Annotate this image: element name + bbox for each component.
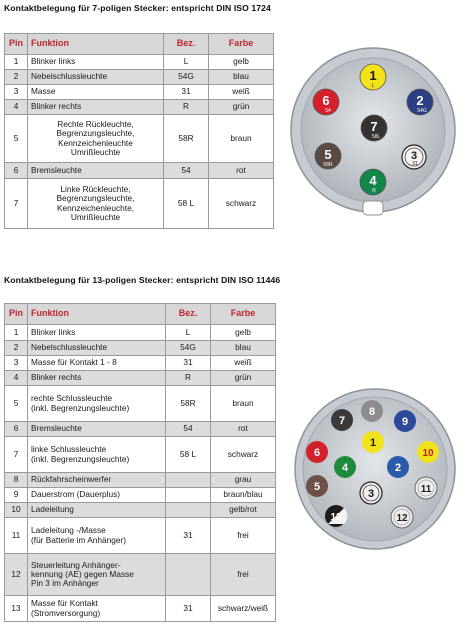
bez-cell: 54G [164, 70, 209, 85]
plug-13-pin-diagram [292, 386, 458, 552]
pin-cell: 9 [5, 488, 28, 503]
bez-cell: 58 L [164, 179, 209, 229]
svg-text:5: 5 [324, 147, 332, 162]
pin-cell: 1 [5, 325, 28, 341]
svg-text:3: 3 [367, 488, 375, 500]
table-row [5, 356, 276, 371]
table-row [5, 115, 274, 163]
color-cell: blau [209, 70, 274, 85]
color-cell: braun/blau [211, 488, 276, 503]
color-cell: frei [211, 518, 276, 554]
color-cell: gelb [209, 55, 274, 70]
pin-cell: 6 [5, 163, 28, 179]
bez-cell: 54 [166, 422, 211, 437]
table-header-row [5, 304, 276, 325]
pin-7 [361, 115, 387, 141]
color-cell: schwarz/weiß [211, 596, 276, 622]
function-cell: Masse [28, 85, 164, 100]
col-header-farbe: Farbe [209, 34, 274, 55]
function-cell: Bremsleuchte [28, 422, 166, 437]
svg-text:7: 7 [338, 415, 346, 427]
pin-11 [415, 477, 437, 499]
bez-cell [166, 473, 211, 488]
svg-text:54: 54 [325, 108, 331, 114]
svg-text:7: 7 [370, 119, 378, 134]
svg-text:4: 4 [341, 462, 349, 474]
pin-cell: 7 [5, 437, 28, 473]
pin-9 [394, 410, 416, 432]
bez-cell: L [164, 55, 209, 70]
svg-text:L: L [371, 83, 375, 89]
color-cell: gelb [211, 325, 276, 341]
function-cell: Blinker links [28, 55, 164, 70]
bez-cell: 31 [166, 518, 211, 554]
col-header-farbe: Farbe [211, 304, 276, 325]
pin-2 [387, 456, 409, 478]
function-cell: Blinker links [28, 325, 166, 341]
function-cell: Rückfahrscheinwerfer [28, 473, 166, 488]
bez-cell: 58R [166, 386, 211, 422]
pin-13 [325, 505, 347, 527]
table-row [5, 55, 274, 70]
pin-1 [362, 431, 384, 453]
pin-1 [360, 64, 386, 90]
function-cell: Steuerleitung Anhänger- kennung (AE) gegen Masse Pin 3 im Anhänger [28, 554, 166, 596]
svg-text:12: 12 [396, 513, 408, 524]
color-cell: weiß [211, 356, 276, 371]
table-row [5, 341, 276, 356]
function-cell: Blinker rechts [28, 371, 166, 386]
pin-cell: 6 [5, 422, 28, 437]
pin-6 [313, 89, 339, 115]
function-cell: Linke Rückleuchte, Begrenzungsleuchte, Kennzeichenleuchte, Umrißleuchte [28, 179, 164, 229]
bez-cell: 58 L [166, 437, 211, 473]
pin-cell: 5 [5, 115, 28, 163]
pin-6 [306, 441, 328, 463]
table-row [5, 596, 276, 622]
pin-cell: 2 [5, 70, 28, 85]
color-cell: blau [211, 341, 276, 356]
table-row [5, 473, 276, 488]
svg-text:6: 6 [322, 93, 330, 108]
color-cell: rot [209, 163, 274, 179]
svg-text:R: R [372, 188, 376, 194]
pin-cell: 8 [5, 473, 28, 488]
col-header-funktion: Funktion [28, 304, 166, 325]
bez-cell: 54G [166, 341, 211, 356]
svg-text:4: 4 [369, 173, 377, 188]
function-cell: Masse für Kontakt 1 - 8 [28, 356, 166, 371]
color-cell: weiß [209, 85, 274, 100]
pin-cell: 3 [5, 85, 28, 100]
col-header-bez: Bez. [164, 34, 209, 55]
color-cell: gelb/rot [211, 503, 276, 518]
color-cell: schwarz [209, 179, 274, 229]
pin-8 [361, 400, 383, 422]
col-header-pin: Pin [5, 34, 28, 55]
table-row [5, 437, 276, 473]
bez-cell: 58R [164, 115, 209, 163]
pin-cell: 12 [5, 554, 28, 596]
function-cell: Ladeleitung -/Masse (für Batterie im Anhänger) [28, 518, 166, 554]
function-cell: rechte Schlussleuchte (inkl. Begrenzungsleuchte) [28, 386, 166, 422]
svg-text:8: 8 [368, 406, 376, 418]
pin-2 [407, 89, 433, 115]
pin-cell: 2 [5, 341, 28, 356]
function-cell: Dauerstrom (Dauerplus) [28, 488, 166, 503]
col-header-funktion: Funktion [28, 34, 164, 55]
function-cell: Masse für Kontakt (Stromversorgung) [28, 596, 166, 622]
color-cell: grün [209, 100, 274, 115]
plug-7-pin-diagram [288, 40, 458, 230]
svg-text:3: 3 [410, 150, 418, 162]
table-row [5, 503, 276, 518]
table-row [5, 422, 276, 437]
pin-5 [315, 143, 341, 169]
pin-cell: 11 [5, 518, 28, 554]
table-row [5, 386, 276, 422]
table-row [5, 518, 276, 554]
function-cell: Ladeleitung [28, 503, 166, 518]
bez-cell: R [166, 371, 211, 386]
pin-cell: 13 [5, 596, 28, 622]
pin-cell: 10 [5, 503, 28, 518]
svg-text:1: 1 [369, 437, 377, 449]
pin-table-7 [4, 33, 274, 229]
pin-10 [417, 441, 439, 463]
pin-cell: 1 [5, 55, 28, 70]
plug-key-notch [363, 201, 383, 215]
svg-text:31: 31 [412, 161, 418, 167]
bez-cell [166, 554, 211, 596]
bez-cell: L [166, 325, 211, 341]
color-cell: frei [211, 554, 276, 596]
pin-12 [391, 506, 413, 528]
svg-text:11: 11 [420, 484, 432, 495]
svg-text:10: 10 [422, 448, 434, 459]
table-row [5, 488, 276, 503]
bez-cell: R [164, 100, 209, 115]
table-row [5, 179, 274, 229]
pin-cell: 3 [5, 356, 28, 371]
pin-cell: 5 [5, 386, 28, 422]
pin-5 [306, 475, 328, 497]
svg-text:6: 6 [313, 447, 321, 459]
table-row [5, 554, 276, 596]
bez-cell [166, 503, 211, 518]
color-cell: grau [211, 473, 276, 488]
svg-text:1: 1 [369, 68, 377, 83]
pin-7 [331, 409, 353, 431]
svg-text:58L: 58L [371, 134, 381, 140]
table-row [5, 85, 274, 100]
bez-cell: 31 [164, 85, 209, 100]
pin-cell: 4 [5, 100, 28, 115]
bez-cell: 54 [164, 163, 209, 179]
color-cell: grün [211, 371, 276, 386]
color-cell: braun [211, 386, 276, 422]
table-row [5, 70, 274, 85]
bez-cell [166, 488, 211, 503]
svg-text:2: 2 [394, 462, 402, 474]
color-cell: rot [211, 422, 276, 437]
function-cell: Nebelschlussleuchte [28, 70, 164, 85]
table-header-row [5, 34, 274, 55]
section2-heading: Kontaktbelegung für 13-poligen Stecker: entspricht DIN ISO 11446 [4, 275, 281, 285]
function-cell: Blinker rechts [28, 100, 164, 115]
function-cell: Bremsleuchte [28, 163, 164, 179]
svg-text:2: 2 [416, 93, 424, 108]
col-header-bez: Bez. [166, 304, 211, 325]
pin-table-13 [4, 303, 276, 622]
table-row [5, 163, 274, 179]
function-cell: Nebelschlussleuchte [28, 341, 166, 356]
function-cell: Rechte Rückleuchte, Begrenzungsleuchte, Kennzeichenleuchte Umrißleuchte [28, 115, 164, 163]
svg-text:5: 5 [313, 481, 321, 493]
bez-cell: 31 [166, 596, 211, 622]
pin-cell: 4 [5, 371, 28, 386]
svg-text:13: 13 [330, 512, 342, 523]
svg-text:58R: 58R [323, 162, 333, 168]
pin-cell: 7 [5, 179, 28, 229]
pin-3 [402, 145, 426, 169]
svg-text:54G: 54G [417, 108, 427, 114]
pin-4 [360, 169, 386, 195]
pin-4 [334, 456, 356, 478]
section1-heading: Kontaktbelegung für 7-poligen Stecker: entspricht DIN ISO 1724 [4, 3, 271, 13]
table-row [5, 100, 274, 115]
color-cell: schwarz [211, 437, 276, 473]
function-cell: linke Schlussleuchte (inkl. Begrenzungsleuchte) [28, 437, 166, 473]
pin-3 [360, 482, 382, 504]
bez-cell: 31 [166, 356, 211, 371]
color-cell: braun [209, 115, 274, 163]
table-row [5, 325, 276, 341]
svg-text:9: 9 [401, 416, 409, 428]
table-row [5, 371, 276, 386]
col-header-pin: Pin [5, 304, 28, 325]
